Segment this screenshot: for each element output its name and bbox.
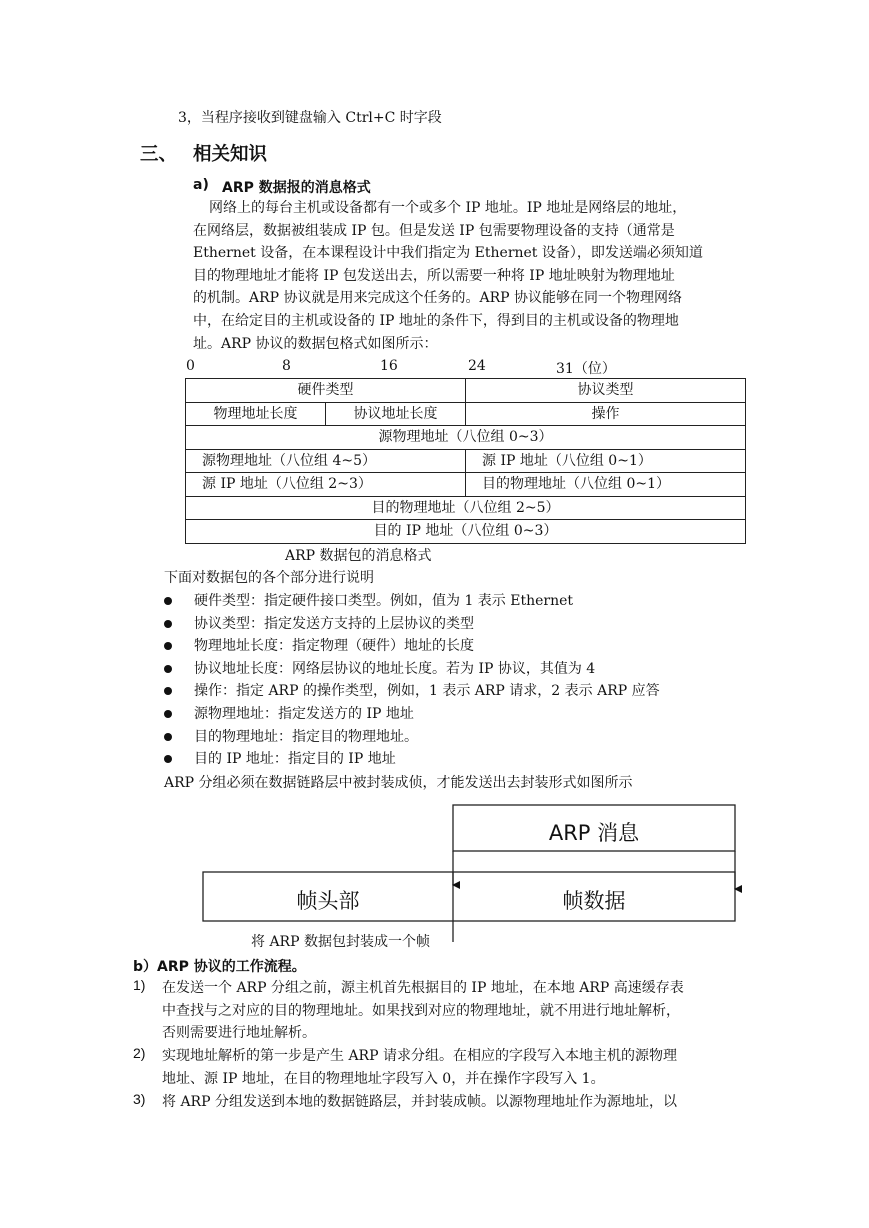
paragraph-line: 址。ARP 协议的数据包格式如图所示：	[193, 335, 438, 352]
proto-type-cell: 协议类型	[466, 379, 746, 403]
hw-len-cell: 物理地址长度	[186, 402, 326, 426]
step-line: 中查找与之对应的目的物理地址。如果找到对应的物理地址，就不用进行地址解析，	[162, 1002, 680, 1019]
list-intro: 下面对数据包的各个部分进行说明	[164, 570, 374, 586]
arp-message-label: ARP 消息	[548, 821, 640, 845]
src-ip-0-1-cell: 源 IP 地址（八位组 0~1）	[466, 449, 746, 473]
src-hw-4-5-cell: 源物理地址（八位组 4~5）	[186, 449, 466, 473]
step-line: 在发送一个 ARP 分组之前，源主机首先根据目的 IP 地址，在本地 ARP 高速缓存表	[162, 980, 684, 996]
step-number: 1)	[133, 977, 146, 993]
bit-ruler-31: 31（位）	[556, 361, 616, 377]
paragraph-line: 目的物理地址才能将 IP 包发送出去，所以需要一种将 IP 地址映射为物理地址	[193, 267, 675, 284]
paragraph-line: 在网络层，数据被组装成 IP 包。但是发送 IP 包需要物理设备的支持（通常是	[193, 222, 675, 239]
dst-ip-0-3-cell: 目的 IP 地址（八位组 0~3）	[186, 520, 746, 544]
section-number: 三、	[140, 144, 178, 165]
bit-ruler-8: 8	[282, 358, 291, 374]
step-line: 否则需要进行地址解析。	[162, 1025, 316, 1042]
paragraph-line: 的机制。ARP 协议就是用来完成这个任务的。ARP 协议能够在同一个物理网络	[193, 290, 683, 307]
bit-ruler-0: 0	[186, 358, 195, 374]
subsection-a-title: ARP 数据报的消息格式	[222, 180, 371, 196]
bit-ruler-24: 24	[468, 358, 486, 374]
encap-intro: ARP 分组必须在数据链路层中被封装成侦，才能发送出去封装形式如图所示	[164, 775, 633, 791]
src-ip-2-3-cell: 源 IP 地址（八位组 2~3）	[186, 473, 466, 497]
subsection-b-title: b）ARP 协议的工作流程。	[133, 959, 306, 975]
op-cell: 操作	[466, 402, 746, 426]
intro-line: 3，当程序接收到键盘输入 Ctrl+C 时字段	[178, 110, 442, 126]
dst-hw-0-1-cell: 目的物理地址（八位组 0~1）	[466, 473, 746, 497]
paragraph-line: 网络上的每台主机或设备都有一个或多个 IP 地址。IP 地址是网络层的地址，	[209, 200, 687, 216]
table-caption: ARP 数据包的消息格式	[285, 548, 432, 564]
step-number: 3)	[133, 1091, 146, 1107]
step-line: 地址、源 IP 地址，在目的物理地址字段写入 0，并在操作字段写入 1。	[162, 1070, 605, 1087]
frame-data-label: 帧数据	[562, 889, 626, 913]
hw-type-cell: 硬件类型	[186, 379, 466, 403]
proto-len-cell: 协议地址长度	[326, 402, 466, 426]
paragraph-line: Ethernet 设备，在本课程设计中我们指定为 Ethernet 设备），即发送端必须知道	[193, 245, 703, 262]
frame-caption: 将 ARP 数据包封装成一个帧	[251, 934, 430, 950]
frame-header-label: 帧头部	[296, 889, 360, 913]
section-title: 相关知识	[193, 144, 268, 165]
dst-hw-2-5-cell: 目的物理地址（八位组 2~5）	[186, 496, 746, 520]
step-line: 将 ARP 分组发送到本地的数据链路层，并封装成帧。以源物理地址作为源地址，以	[162, 1094, 677, 1110]
subsection-a-label: a)	[193, 177, 209, 193]
bit-ruler-16: 16	[380, 358, 398, 374]
paragraph-line: 中，在给定目的主机或设备的 IP 地址的条件下，得到目的主机或设备的物理地	[193, 312, 679, 329]
src-hw-0-3-cell: 源物理地址（八位组 0~3）	[186, 426, 746, 450]
step-number: 2)	[133, 1045, 146, 1061]
step-line: 实现地址解析的第一步是产生 ARP 请求分组。在相应的字段写入本地主机的源物理	[162, 1048, 677, 1064]
